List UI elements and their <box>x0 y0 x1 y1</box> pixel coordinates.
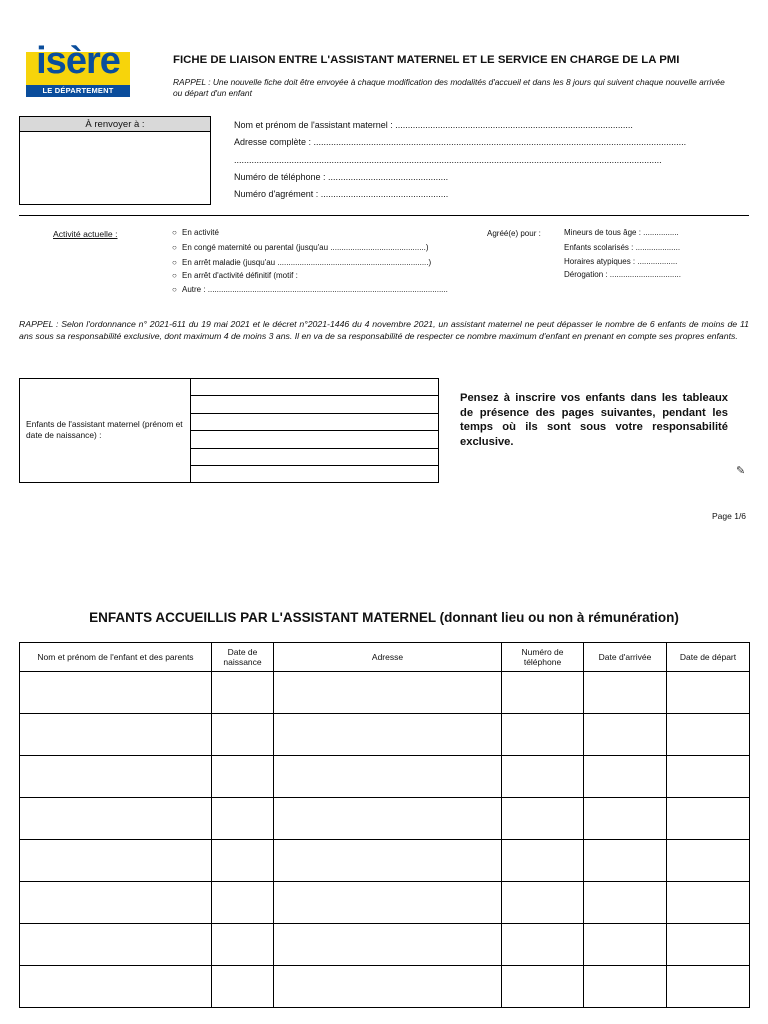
table-cell[interactable] <box>502 714 584 756</box>
table-row <box>20 798 750 840</box>
table-cell[interactable] <box>212 798 274 840</box>
table-cell[interactable] <box>502 924 584 966</box>
table-cell[interactable] <box>274 840 502 882</box>
enfants-assistant-label: Enfants de l'assistant maternel (prénom et date de naissance) : <box>26 419 183 440</box>
enfants-assistant-row-line[interactable] <box>190 413 439 414</box>
adresse-field-line2[interactable]: ........................................................................................................................................................................... <box>234 155 662 165</box>
section-divider <box>19 215 749 216</box>
table-row <box>20 882 750 924</box>
agree-field[interactable]: Enfants scolarisés : .................... <box>564 243 681 252</box>
table-cell[interactable] <box>212 966 274 1008</box>
table-cell[interactable] <box>20 714 212 756</box>
enfants-assistant-row-line[interactable] <box>190 448 439 449</box>
adresse-field[interactable]: Adresse complète : ..................................................................................................................................................... <box>234 137 687 147</box>
table-cell[interactable] <box>212 882 274 924</box>
activite-option[interactable]: ○ En arrêt d'activité définitif (motif : <box>172 271 298 280</box>
nom-field[interactable]: Nom et prénom de l'assistant maternel : ............................................................................................... <box>234 120 633 130</box>
renvoyer-header: À renvoyer à : <box>19 116 211 132</box>
table-cell[interactable] <box>584 966 667 1008</box>
col-header-adresse: Adresse <box>274 643 502 672</box>
table-cell[interactable] <box>667 672 750 714</box>
table-cell[interactable] <box>20 840 212 882</box>
section-title: ENFANTS ACCUEILLIS PAR L'ASSISTANT MATERNEL (donnant lieu ou non à rémunération) <box>89 610 679 625</box>
agree-field[interactable]: Dérogation : ................................ <box>564 270 681 279</box>
table-cell[interactable] <box>502 882 584 924</box>
activite-label: Activité actuelle : <box>53 229 118 239</box>
enfants-accueillis-table <box>19 642 750 1008</box>
table-cell[interactable] <box>20 756 212 798</box>
radio-circle-icon: ○ <box>172 243 177 252</box>
table-cell[interactable] <box>20 924 212 966</box>
activite-option[interactable]: ○ En arrêt maladie (jusqu'au ....................................................................) <box>172 258 432 267</box>
col-header-date-arrivee: Date d'arrivée <box>584 643 667 672</box>
pen-icon: ✎ <box>736 465 746 477</box>
table-row <box>20 756 750 798</box>
table-row <box>20 924 750 966</box>
table-cell[interactable] <box>667 924 750 966</box>
table-cell[interactable] <box>667 756 750 798</box>
isere-logo <box>26 40 130 98</box>
logo-band: LE DÉPARTEMENT <box>26 85 130 97</box>
rappel-legal-note: RAPPEL : Selon l'ordonnance n° 2021-611 du 19 mai 2021 et le décret n°2021-1446 du 4 novembre 2021, un assistant maternel ne peut dépasser le nombre de 6 enfants de moins de 11 ans sous sa responsabilité exclusive, dont maximum 4 de moins 3 ans. Il en va de sa responsabilité de respecter ce nombre maximum d'enfant en prenant en compte ses propres enfants. <box>19 319 749 341</box>
page-title: FICHE DE LIAISON ENTRE L'ASSISTANT MATERNEL ET LE SERVICE EN CHARGE DE LA PMI <box>173 54 680 66</box>
radio-circle-icon: ○ <box>172 228 177 237</box>
table-cell[interactable] <box>212 924 274 966</box>
radio-circle-icon: ○ <box>172 258 177 267</box>
activite-option[interactable]: ○ En congé maternité ou parental (jusqu'au ...........................................) <box>172 243 429 252</box>
table-cell[interactable] <box>274 882 502 924</box>
table-cell[interactable] <box>274 714 502 756</box>
table-cell[interactable] <box>584 672 667 714</box>
radio-circle-icon: ○ <box>172 271 177 280</box>
agree-field[interactable]: Mineurs de tous âge : ................ <box>564 228 679 237</box>
table-cell[interactable] <box>667 840 750 882</box>
table-cell[interactable] <box>212 672 274 714</box>
table-row <box>20 840 750 882</box>
table-cell[interactable] <box>212 756 274 798</box>
table-row <box>20 672 750 714</box>
table-row <box>20 966 750 1008</box>
col-header-nom: Nom et prénom de l'enfant et des parents <box>20 643 212 672</box>
logo-word: isère <box>36 40 120 82</box>
table-header-row <box>20 643 750 672</box>
enfants-assistant-row-line[interactable] <box>190 430 439 431</box>
col-header-date-naissance: Date de naissance <box>212 643 274 672</box>
renvoyer-box[interactable] <box>19 132 211 205</box>
telephone-field[interactable]: Numéro de téléphone : ................................................ <box>234 172 449 182</box>
table-cell[interactable] <box>274 672 502 714</box>
table-cell[interactable] <box>667 714 750 756</box>
table-cell[interactable] <box>274 756 502 798</box>
table-cell[interactable] <box>584 798 667 840</box>
table-cell[interactable] <box>212 840 274 882</box>
table-cell[interactable] <box>502 798 584 840</box>
table-cell[interactable] <box>584 840 667 882</box>
table-cell[interactable] <box>502 672 584 714</box>
table-cell[interactable] <box>584 756 667 798</box>
page-number: Page 1/6 <box>712 511 747 521</box>
rappel-note: RAPPEL : Une nouvelle fiche doit être envoyée à chaque modification des modalités d'accueil et dans les 8 jours qui suivent chaque nouvelle arrivée ou départ d'un enfant <box>173 77 725 98</box>
table-cell[interactable] <box>502 966 584 1008</box>
col-header-date-depart: Date de départ <box>667 643 750 672</box>
table-cell[interactable] <box>212 714 274 756</box>
agrement-field[interactable]: Numéro d'agrément : ................................................... <box>234 189 449 199</box>
enfants-assistant-row-line[interactable] <box>190 395 439 396</box>
activite-option[interactable]: ○ En activité <box>172 228 219 237</box>
table-cell[interactable] <box>20 882 212 924</box>
table-cell[interactable] <box>20 672 212 714</box>
table-cell[interactable] <box>584 714 667 756</box>
activite-option[interactable]: ○ Autre : ............................................................................................................ <box>172 285 448 294</box>
table-cell[interactable] <box>20 798 212 840</box>
col-header-telephone: Numéro de téléphone <box>502 643 584 672</box>
table-cell[interactable] <box>20 966 212 1008</box>
table-body <box>20 672 750 1008</box>
table-cell[interactable] <box>502 840 584 882</box>
pensez-note: Pensez à inscrire vos enfants dans les tableaux de présence des pages suivantes, pendant les temps où ils sont sous votre responsabilité exclusive. <box>460 392 728 448</box>
radio-circle-icon: ○ <box>172 285 177 294</box>
table-cell[interactable] <box>584 882 667 924</box>
table-cell[interactable] <box>502 756 584 798</box>
table-cell[interactable] <box>667 882 750 924</box>
agree-label: Agréé(e) pour : <box>487 229 541 238</box>
table-cell[interactable] <box>584 924 667 966</box>
table-row <box>20 714 750 756</box>
table-cell[interactable] <box>274 966 502 1008</box>
enfants-assistant-row-line[interactable] <box>190 465 439 466</box>
agree-field[interactable]: Horaires atypiques : .................. <box>564 257 678 266</box>
table-cell[interactable] <box>274 798 502 840</box>
table-cell[interactable] <box>274 924 502 966</box>
table-cell[interactable] <box>667 798 750 840</box>
table-cell[interactable] <box>667 966 750 1008</box>
